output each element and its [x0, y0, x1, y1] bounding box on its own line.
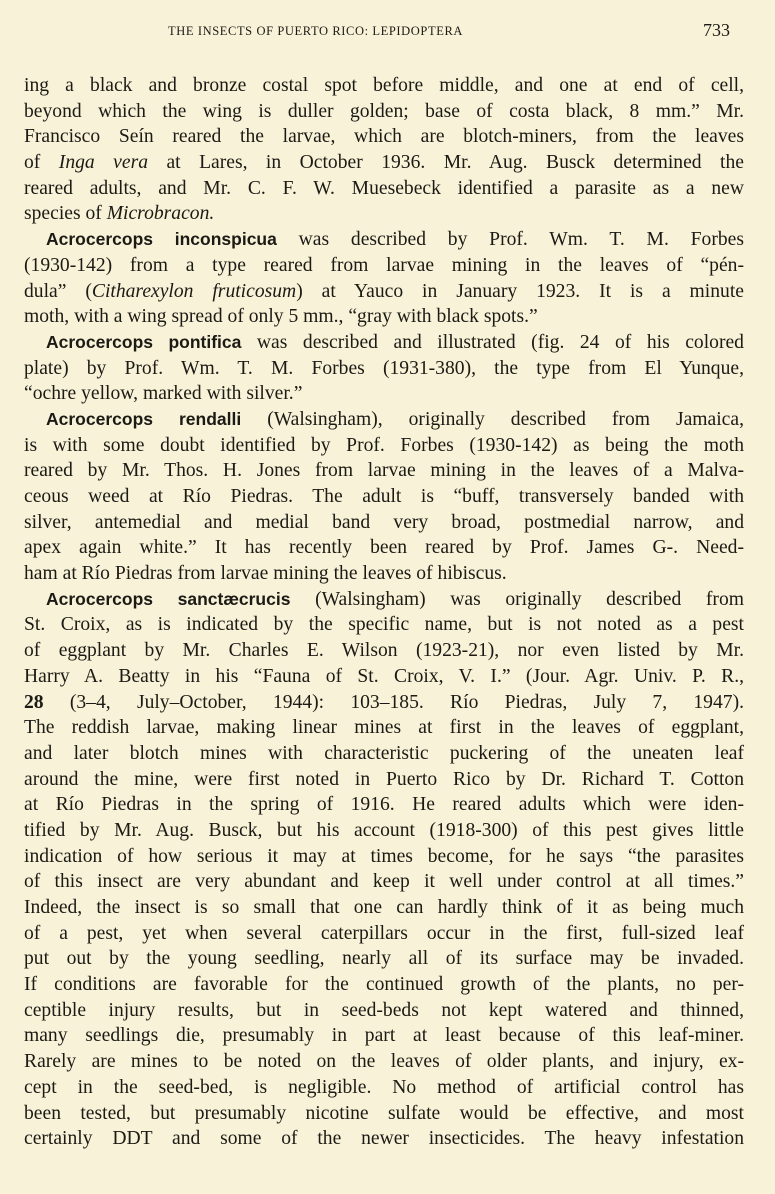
species-name: Acrocercops inconspicua: [46, 229, 277, 250]
text-segment: of this insect are very abundant and keep it well under control at all times.”: [24, 871, 744, 893]
text-line: [24, 150, 744, 176]
text-line: [24, 561, 744, 587]
text-segment: been tested, but presumably nicotine sulfate would be effective, and most: [24, 1102, 744, 1124]
text-segment: ham at Río Piedras from larvae mining the leaves of hibiscus.: [24, 563, 507, 585]
text-segment: Indeed, the insect is so small that one can hardly think of it as being much: [24, 897, 744, 918]
text-line: [24, 844, 744, 870]
text-line: [24, 1075, 744, 1101]
text-line: [24, 921, 744, 947]
text-line: [24, 587, 744, 613]
text-line: [24, 201, 744, 227]
text-segment: (Walsingham) was originally described from: [290, 588, 744, 610]
text-line: [24, 535, 744, 561]
text-line: [24, 895, 744, 921]
text-segment: was described and illustrated (fig. 24 of his colored: [241, 331, 744, 353]
text-line: [24, 356, 744, 382]
text-segment: species of: [24, 203, 107, 225]
text-segment: around the mine, were first noted in Puerto Rico by Dr. Richard T. Cotton: [24, 768, 744, 790]
text-segment: “ochre yellow, marked with silver.”: [24, 383, 303, 405]
text-segment: (3–4, July–October, 1944): 103–185. Río Piedras, July 7, 1947).: [43, 691, 744, 713]
text-line: [24, 690, 744, 716]
text-line: [24, 767, 744, 793]
text-line: [24, 73, 744, 99]
text-line: [24, 715, 744, 741]
text-line: [24, 484, 744, 510]
text-line: [24, 407, 744, 433]
text-segment: moth, with a wing spread of only 5 mm., “gray with black spots.”: [24, 306, 538, 328]
text-segment: of a pest, yet when several caterpillars occur in the first, full-sized leaf: [24, 922, 744, 944]
text-segment: ) at Yauco in January 1923. It is a minute: [296, 280, 744, 302]
text-segment: Francisco Seín reared the larvae, which are blotch-miners, from the leaves: [24, 126, 744, 148]
text-line: [24, 510, 744, 536]
text-line: [24, 330, 744, 356]
text-segment: The reddish larvae, making linear mines at first in the leaves of eggplant,: [24, 717, 744, 739]
text-line: [24, 253, 744, 279]
text-segment: at Río Piedras in the spring of 1916. He reared adults which were iden-: [24, 794, 744, 816]
text-line: [24, 818, 744, 844]
text-line: [24, 664, 744, 690]
text-segment: many seedlings die, presumably in part at least because of this leaf-miner.: [24, 1025, 744, 1047]
text-segment: at Lares, in October 1936. Mr. Aug. Busck determined the: [148, 152, 744, 174]
text-line: [24, 869, 744, 895]
running-head: THE INSECTS OF PUERTO RICO: LEPIDOPTERA: [168, 24, 464, 38]
species-name: Acrocercops sanctæcrucis: [46, 588, 291, 609]
text-segment: dula” (: [24, 280, 92, 302]
text-segment: (1930-142) from a type reared from larvae mining in the leaves of “pén-: [24, 254, 744, 276]
species-name: Acrocercops rendalli: [46, 408, 242, 429]
text-line: [24, 946, 744, 972]
text-segment: ceptible injury results, but in seed-beds not kept watered and thinned,: [24, 999, 744, 1021]
text-segment: Rarely are mines to be noted on the leaves of older plants, and injury, ex-: [24, 1051, 744, 1073]
text-segment: indication of how serious it may at times become, for he says “the parasites: [24, 845, 744, 867]
body-text: [24, 73, 744, 1152]
text-line: [24, 433, 744, 459]
text-segment: of: [24, 152, 59, 174]
text-line: [24, 124, 744, 150]
text-segment: reared by Mr. Thos. H. Jones from larvae mining in the leaves of a Malva-: [24, 460, 744, 482]
species-name: Acrocercops pontifica: [46, 331, 242, 352]
text-line: [24, 458, 744, 484]
text-segment: put out by the young seedling, nearly all of its surface may be invaded.: [24, 948, 744, 970]
text-segment: of eggplant by Mr. Charles E. Wilson (1923-21), nor even listed by Mr.: [24, 640, 744, 662]
text-segment: (Walsingham), originally described from Jamaica,: [241, 408, 744, 430]
text-segment: tified by Mr. Aug. Busck, but his account (1918-300) of this pest gives little: [24, 819, 744, 841]
text-line: [24, 227, 744, 253]
text-segment: certainly DDT and some of the newer insecticides. The heavy infestation: [24, 1128, 744, 1150]
text-line: [24, 998, 744, 1024]
text-segment: and later blotch mines with characteristic puckering of the uneaten leaf: [24, 742, 744, 764]
italic-term: Inga vera: [58, 152, 148, 174]
text-line: [24, 176, 744, 202]
text-segment: silver, antemedial and medial band very broad, postmedial narrow, and: [24, 511, 744, 533]
text-line: [24, 1049, 744, 1075]
text-line: [24, 741, 744, 767]
text-segment: plate) by Prof. Wm. T. M. Forbes (1931-380), the type from El Yunque,: [24, 357, 744, 379]
text-line: [24, 99, 744, 125]
text-line: [24, 1023, 744, 1049]
page-header: [0, 20, 775, 46]
text-segment: is with some doubt identified by Prof. Forbes (1930-142) as being the moth: [24, 434, 744, 456]
text-line: [24, 1126, 744, 1152]
text-line: [24, 381, 744, 407]
text-line: [24, 304, 744, 330]
text-segment: Harry A. Beatty in his “Fauna of St. Croix, V. I.” (Jour. Agr. Univ. P. R.,: [24, 665, 744, 687]
volume-number: 28: [24, 691, 44, 713]
italic-term: Microbracon.: [106, 203, 215, 225]
text-segment: If conditions are favorable for the continued growth of the plants, no per-: [24, 974, 744, 996]
text-segment: apex again white.” It has recently been reared by Prof. James G-. Need-: [24, 537, 744, 559]
text-line: [24, 972, 744, 998]
text-line: [24, 1101, 744, 1127]
text-segment: cept in the seed-bed, is negligible. No method of artificial control has: [24, 1076, 744, 1098]
italic-term: Citharexylon fruticosum: [91, 280, 297, 302]
text-line: [24, 638, 744, 664]
text-line: [24, 612, 744, 638]
page-number: 733: [703, 20, 730, 40]
text-segment: ceous weed at Río Piedras. The adult is “buff, transversely banded with: [24, 486, 744, 507]
text-segment: St. Croix, as is indicated by the specific name, but is not noted as a pest: [24, 614, 744, 636]
text-segment: was described by Prof. Wm. T. M. Forbes: [276, 229, 744, 251]
text-segment: reared adults, and Mr. C. F. W. Muesebeck identified a parasite as a new: [24, 177, 744, 199]
text-line: [24, 792, 744, 818]
text-segment: ing a black and bronze costal spot before middle, and one at end of cell,: [24, 75, 744, 96]
text-line: [24, 279, 744, 305]
text-segment: beyond which the wing is duller golden; base of costa black, 8 mm.” Mr.: [24, 100, 744, 122]
